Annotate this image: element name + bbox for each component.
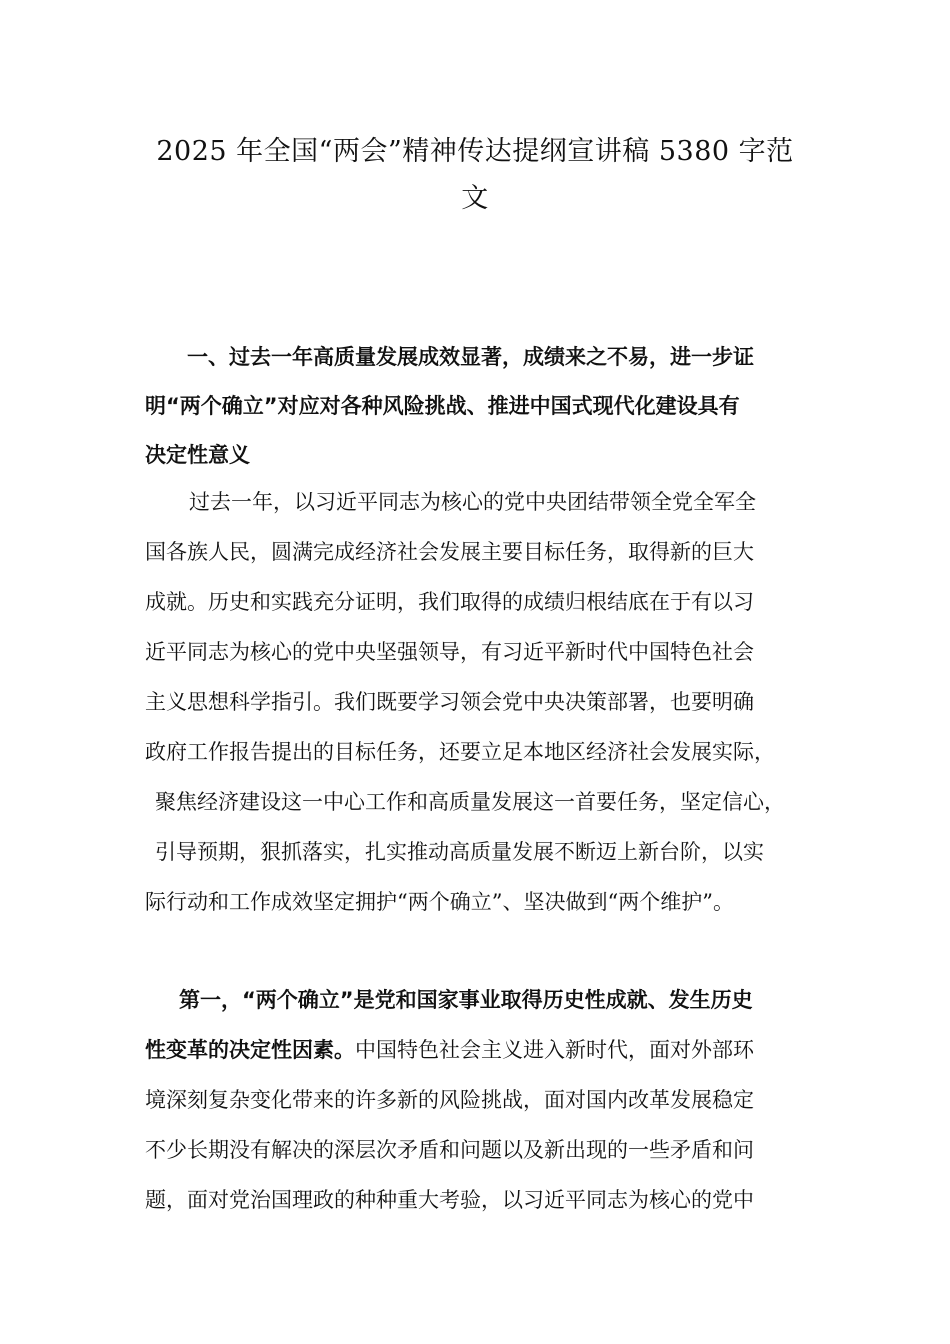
body-paragraph: [145, 477, 825, 927]
heading-line: 一、过去一年高质量发展成效显著，成绩来之不易，进一步证: [187, 345, 754, 369]
paragraph-line: 不少长期没有解决的深层次矛盾和问题以及新出现的一些矛盾和问: [145, 1138, 754, 1162]
section-heading: [145, 333, 810, 480]
paragraph-line: 引导预期，狠抓落实，扎实推动高质量发展不断迈上新台阶，以实: [155, 840, 764, 864]
heading-line: 决定性意义: [145, 443, 250, 467]
paragraph-line: 成就。历史和实践充分证明，我们取得的成绩归根结底在于有以习: [145, 590, 754, 614]
document-title: [120, 128, 830, 222]
paragraph-line: 题，面对党治国理政的种种重大考验，以习近平同志为核心的党中: [145, 1188, 754, 1212]
paragraph-line: 近平同志为核心的党中央坚强领导，有习近平新时代中国特色社会: [145, 640, 754, 664]
paragraph-line: 际行动和工作成效坚定拥护“两个确立”、坚决做到“两个维护”。: [145, 890, 734, 914]
title-line: 文: [461, 183, 489, 214]
bold-lead-line: 第一，“两个确立”是党和国家事业取得历史性成就、发生历史: [179, 988, 753, 1012]
paragraph-line: 政府工作报告提出的目标任务，还要立足本地区经济社会发展实际，: [145, 740, 775, 764]
paragraph-line: 境深刻复杂变化带来的许多新的风险挑战，面对国内改革发展稳定: [145, 1088, 754, 1112]
paragraph-line: 主义思想科学指引。我们既要学习领会党中央决策部署，也要明确: [145, 690, 754, 714]
paragraph-text: 中国特色社会主义进入新时代，面对外部环: [355, 1038, 754, 1062]
heading-line: 明“两个确立”对应对各种风险挑战、推进中国式现代化建设具有: [145, 394, 740, 418]
title-line: 2025 年全国“两会”精神传达提纲宣讲稿 5380 字范: [156, 136, 794, 167]
paragraph-line: [145, 1025, 825, 1075]
paragraph-line: 国各族人民，圆满完成经济社会发展主要目标任务，取得新的巨大: [145, 540, 754, 564]
bold-lead-text: 性变革的决定性因素。: [145, 1038, 355, 1062]
body-paragraph: [145, 975, 825, 1225]
paragraph-line: 过去一年，以习近平同志为核心的党中央团结带领全党全军全: [189, 490, 756, 514]
paragraph-line: 聚焦经济建设这一中心工作和高质量发展这一首要任务，坚定信心，: [155, 790, 785, 814]
